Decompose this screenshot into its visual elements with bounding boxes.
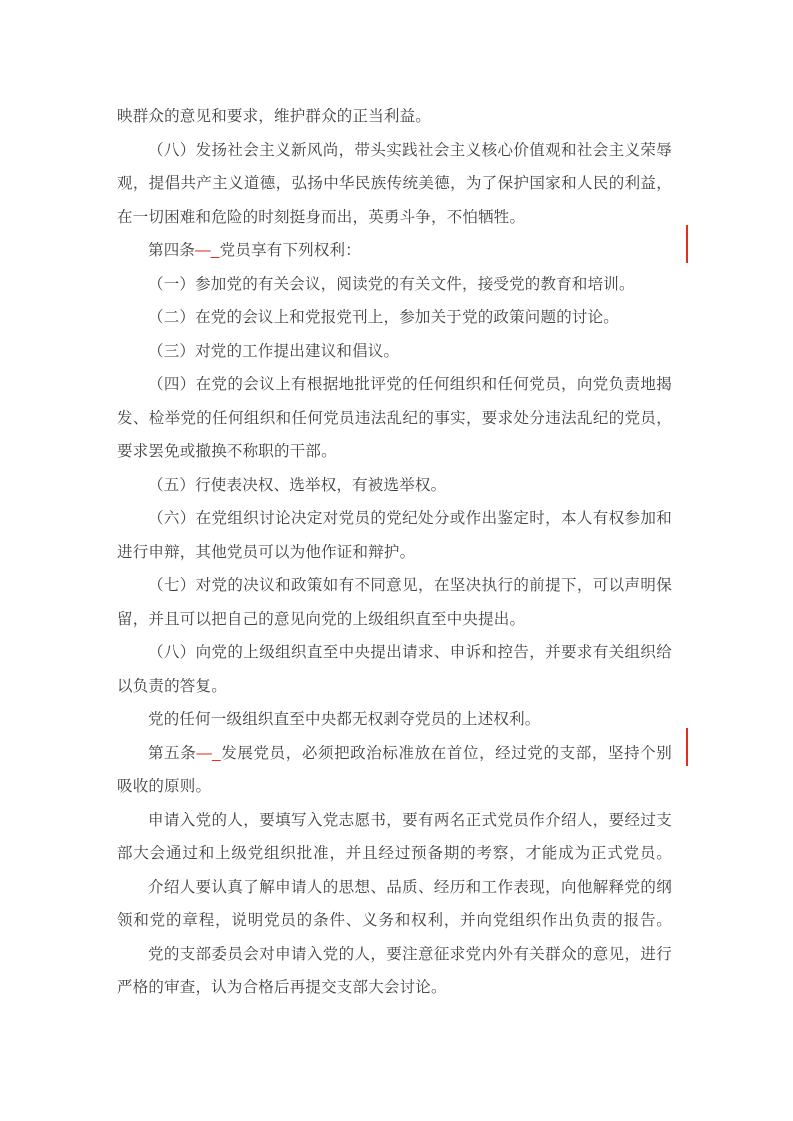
text-line: [117, 670, 672, 704]
text-line: [117, 469, 672, 503]
text-line: [117, 134, 672, 168]
text-line: [117, 938, 672, 972]
text-run: 映群众的意见和要求，维护群众的正当利益。: [117, 108, 432, 125]
text-line: [117, 703, 672, 737]
text-line: [117, 871, 672, 905]
text-run: 党的支部委员会对申请入党的人，要注意征求党内外有关群众的意见，进行: [148, 945, 672, 963]
text-line: [117, 335, 672, 369]
text-run: （六）在党组织讨论决定对党员的党纪处分或作出鉴定时，本人有权参加和: [148, 510, 672, 527]
text-line: [117, 268, 672, 302]
text-line: [117, 301, 672, 335]
text-line: [117, 904, 672, 938]
text-run: 第五条: [148, 744, 197, 762]
revision-inserted-mark: _: [212, 744, 221, 762]
text-run: 要求罢免或撤换不称职的干部。: [117, 443, 337, 460]
text-run: 党的任何一级组织直至中央都无权剥夺党员的上述权利。: [148, 711, 541, 728]
text-run: 介绍人要认真了解申请人的思想、品质、经历和工作表现，向他解释党的纲: [148, 878, 672, 896]
text-run: 发、检举党的任何组织和任何党员违法乱纪的事实，要求处分违法乱纪的党员，: [117, 409, 672, 427]
tracked-change-bar: [686, 225, 688, 263]
text-run: （二）在党的会议上和党报党刊上，参加关于党的政策问题的讨论。: [148, 309, 620, 326]
text-run: 党员享有下列权利：: [219, 242, 361, 259]
text-line: [117, 402, 672, 436]
text-run: （八）发扬社会主义新风尚，带头实践社会主义核心价值观和社会主义荣辱: [148, 141, 672, 159]
text-line: [117, 368, 672, 402]
text-run: 严格的审查，认为合格后再提交支部大会讨论。: [117, 979, 447, 996]
text-line: [117, 804, 672, 838]
text-run: 观，提倡共产主义道德，弘扬中华民族传统美德，为了保护国家和人民的利益，: [117, 175, 672, 192]
text-line: [117, 837, 672, 871]
text-run: （七）对党的决议和政策如有不同意见，在坚决执行的前提下，可以声明保: [148, 577, 672, 594]
text-run: 发展党员，必须把政治标准放在首位，经过党的支部，坚持个别: [220, 744, 672, 762]
text-run: （三）对党的工作提出建议和倡议。: [148, 342, 400, 360]
text-run: 领和党的章程，说明党员的条件、义务和权利，并向党组织作出负责的报告。: [117, 912, 672, 929]
text-line: [117, 167, 672, 201]
text-run: 第四条: [148, 242, 196, 259]
text-line: [117, 971, 672, 1005]
revision-deleted-mark: —: [196, 744, 213, 762]
text-run: 进行申辩，其他党员可以为他作证和辩护。: [117, 543, 416, 561]
text-line: [117, 569, 672, 603]
text-run: 吸收的原则。: [117, 778, 212, 795]
text-run: 留，并且可以把自己的意见向党的上级组织直至中央提出。: [117, 610, 526, 628]
text-run: 以负责的答复。: [117, 677, 227, 695]
text-run: （一）参加党的有关会议，阅读党的有关文件，接受党的教育和培训。: [148, 275, 635, 293]
text-run: 在一切困难和危险的时刻挺身而出，英勇斗争，不怕牺牲。: [117, 208, 526, 226]
tracked-change-bar: [686, 728, 688, 766]
text-run: 申请入党的人，要填写入党志愿书，要有两名正式党员作介绍人，要经过支: [148, 811, 672, 829]
text-run: （四）在党的会议上有根据地批评党的任何组织和任何党员，向党负责地揭: [148, 376, 672, 393]
revision-deleted-mark: —: [195, 242, 211, 259]
text-run: （八）向党的上级组织直至中央提出请求、申诉和控告，并要求有关组织给: [148, 644, 672, 661]
text-run: 部大会通过和上级党组织批准，并且经过预备期的考察，才能成为正式党员。: [117, 845, 672, 862]
revision-inserted-mark: _: [210, 242, 220, 259]
text-line: [117, 435, 672, 469]
text-line: [117, 502, 672, 536]
text-line: [117, 536, 672, 570]
text-line: [117, 201, 672, 235]
text-run: （五）行使表决权、选举权，有被选举权。: [148, 476, 447, 494]
text-line: [117, 636, 672, 670]
text-line: [117, 737, 672, 771]
text-line: [117, 100, 672, 134]
text-line: [117, 234, 672, 268]
text-line: [117, 770, 672, 804]
text-line: [117, 603, 672, 637]
document-body: [117, 100, 672, 1005]
